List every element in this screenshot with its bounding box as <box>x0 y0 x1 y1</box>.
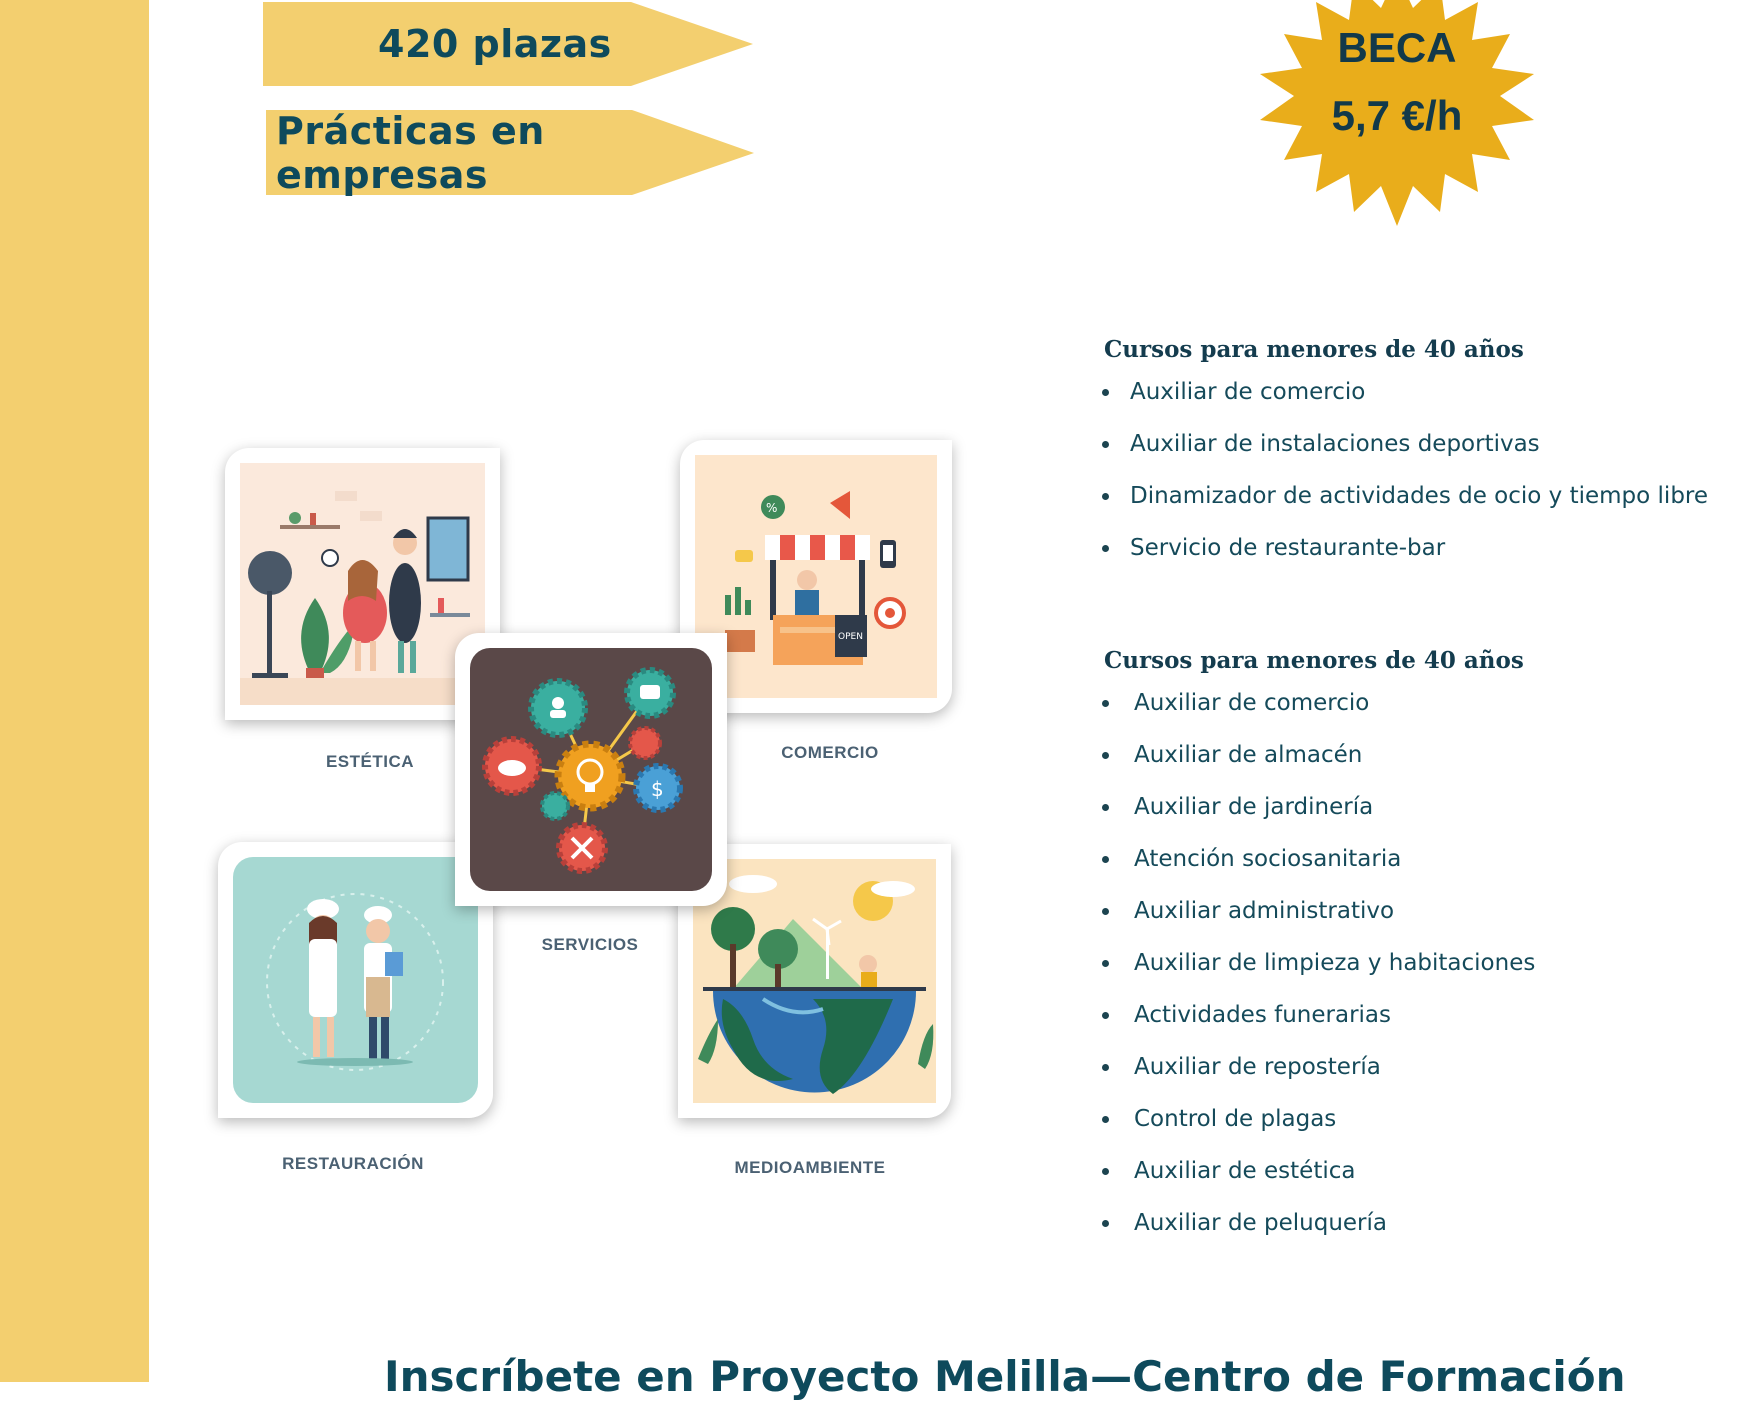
people-icon <box>531 681 585 735</box>
svg-text:$: $ <box>651 777 664 801</box>
list-item: Actividades funerarias <box>1102 1000 1535 1052</box>
plus-bubble-icon <box>630 728 660 758</box>
card-servicios <box>455 633 727 906</box>
gears-illustration <box>470 648 712 891</box>
list-item: Auxiliar de repostería <box>1102 1052 1535 1104</box>
card-restauracion <box>218 842 493 1118</box>
courses-list-2 <box>1102 647 1535 1260</box>
beca-badge <box>1252 0 1542 230</box>
list-item: Servicio de restaurante-bar <box>1102 533 1708 585</box>
courses-items-2 <box>1102 688 1535 1260</box>
ribbon-practicas <box>266 110 754 195</box>
list-item: Auxiliar de jardinería <box>1102 792 1535 844</box>
cloud-icon <box>485 739 539 793</box>
list-item: Atención sociosanitaria <box>1102 844 1535 896</box>
caption-medioambiente: MEDIOAMBIENTE <box>734 1158 886 1177</box>
tools-icon <box>559 825 605 871</box>
list-item: Auxiliar de peluquería <box>1102 1208 1535 1260</box>
chefs-illustration <box>233 857 478 1103</box>
caption-estetica: ESTÉTICA <box>325 752 415 771</box>
ribbon-practicas-text: Prácticas en empresas <box>276 108 545 197</box>
list-item: Dinamizador de actividades de ocio y tiempo libre <box>1102 481 1708 533</box>
sector-collage <box>200 430 980 1190</box>
list-item: Auxiliar de estética <box>1102 1156 1535 1208</box>
ribbon-plazas-text: 420 plazas <box>378 22 612 66</box>
beca-amount: 5,7 €/h <box>1331 92 1463 139</box>
list-item: Auxiliar de limpieza y habitaciones <box>1102 948 1535 1000</box>
courses-heading-2: Cursos para menores de 40 años <box>1104 647 1524 674</box>
list-item: Auxiliar de comercio <box>1102 688 1535 740</box>
chat-icon <box>627 670 673 716</box>
caption-servicios: SERVICIOS <box>541 935 639 954</box>
earth-illustration <box>693 859 936 1103</box>
side-color-band <box>0 0 149 1382</box>
list-item: Auxiliar administrativo <box>1102 896 1535 948</box>
coin-icon <box>542 793 568 819</box>
list-item: Auxiliar de almacén <box>1102 740 1535 792</box>
shop-illustration <box>695 455 937 698</box>
salon-illustration <box>240 463 485 705</box>
caption-restauracion: RESTAURACIÓN <box>282 1154 424 1173</box>
svg-text:%: % <box>766 501 778 515</box>
beca-title: BECA <box>1337 24 1457 71</box>
lightbulb-icon <box>558 744 622 808</box>
list-item: Auxiliar de comercio <box>1102 377 1708 429</box>
courses-items-1 <box>1102 377 1708 585</box>
courses-heading-1: Cursos para menores de 40 años <box>1104 336 1524 363</box>
list-item: Auxiliar de instalaciones deportivas <box>1102 429 1708 481</box>
footer-title: Inscríbete en Proyecto Melilla—Centro de Formación <box>384 1352 1626 1401</box>
ribbon-plazas <box>263 2 753 86</box>
list-item: Control de plagas <box>1102 1104 1535 1156</box>
courses-list-1 <box>1102 336 1708 585</box>
open-sign-text: OPEN <box>838 632 863 642</box>
caption-comercio: COMERCIO <box>781 743 879 762</box>
dollar-icon <box>636 766 680 810</box>
